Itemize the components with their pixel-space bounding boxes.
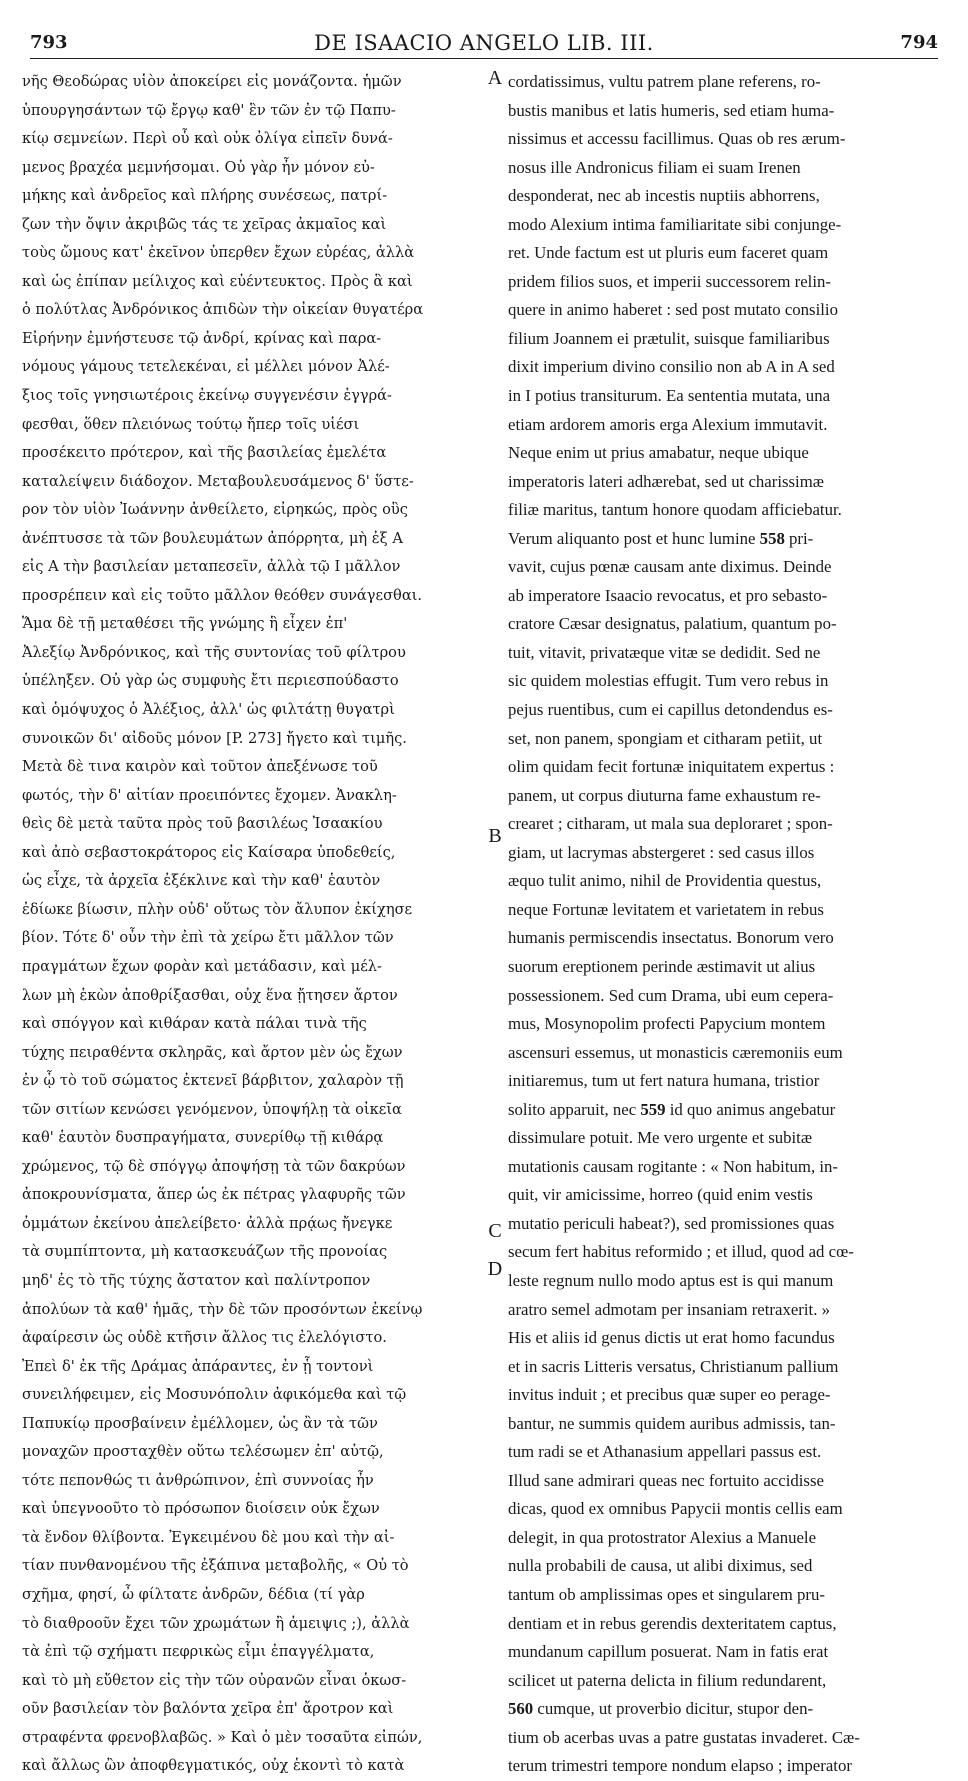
latin-text-line: scilicet ut paterna delicta in filium redundarent,: [508, 1670, 827, 1690]
greek-text-line: στραφέντα φρενοβλαβῶς. » Καὶ ὁ μὲν τοσαῦτα εἰπών,: [22, 1728, 423, 1746]
greek-text-line: ἐδίωκε βίωσιν, πλὴν οὐδ' οὕτως τὸν ἄλυπον ἐκίχησε: [22, 900, 413, 918]
greek-text-line: ὡς εἶχε, τὰ ἀρχεῖα ἐξέκλινε καὶ τὴν καθ' ἑαυτὸν: [22, 872, 381, 890]
latin-text-line: vavit, cujus pœnæ causam ante diximus. Deinde: [508, 557, 832, 577]
latin-text-line: olim quidam fecit fortunæ iniquitatem expertus :: [508, 757, 835, 777]
page-number-left: 793: [30, 32, 68, 53]
latin-column: [508, 68, 948, 1781]
greek-text-line: ἀφαίρεσιν ὡς οὐδὲ κτῆσιν ἄλλος τις ἐλελόγιστο.: [22, 1329, 387, 1347]
latin-text-line: in I potius transiturum. Ea sententia mutata, una: [508, 386, 831, 406]
greek-text-line: τοὺς ὤμους κατ' ἐκεῖνον ὑπερθεν ἔχων εὐρέας, ἀλλὰ: [22, 244, 415, 262]
greek-text-line: θεὶς δὲ μετὰ ταῦτα πρὸς τοῦ βασιλέως Ἰσαακίου: [22, 815, 383, 833]
latin-text-line: nissimus et accessu facillimus. Quas ob res ærum-: [508, 129, 846, 149]
latin-text-line: secum fert habitus reformido ; et illud, quod ad cœ-: [508, 1242, 854, 1262]
latin-text-line: giam, ut lacrymas abstergeret : sed casus illos: [508, 842, 815, 862]
greek-text-line: καὶ ὁμόψυχος ὁ Ἀλέξιος, ἀλλ' ὡς φιλτάτῃ θυγατρὶ: [22, 701, 395, 719]
greek-text-line: βίον. Τότε δ' οὖν τὴν ἐπὶ τὰ χείρω ἔτι μᾶλλον τῶν: [22, 929, 394, 947]
latin-text-line: neque Fortunæ levitatem et varietatem in rebus: [508, 899, 824, 919]
latin-text-line: mus, Mosynopolim profecti Papycium montem: [508, 1014, 826, 1034]
greek-text-line: ὑπέληξεν. Οὐ γὰρ ὡς συμφυὴς ἔτι περιεσπούδαστο: [22, 672, 399, 690]
margin-letter-c: C: [488, 1220, 502, 1242]
greek-text-line: φωτός, τὴν δ' αἰτίαν προειπόντες ἔχομεν. Ἀνακλη-: [22, 786, 397, 804]
latin-text-line: dentiam et in rebus gerendis dexteritatem captus,: [508, 1613, 837, 1633]
latin-text-line: pridem filios suos, et imperii successorem relin-: [508, 271, 831, 291]
greek-text-line: τίαν πυνθανομένου τῆς ἐξάπινα μεταβολῆς, « Οὐ τὸ: [22, 1557, 409, 1575]
greek-text-line: ἀποκρουνίσματα, ἅπερ ὡς ἐκ πέτρας γλαφυρῆς τῶν: [22, 1186, 406, 1204]
greek-text-line: τὸ διαθροοῦν ἔχει τῶν χρωμάτων ἢ ἀμειψις ;), ἀλλὰ: [22, 1614, 410, 1632]
greek-text-line: ζων τὴν ὄψιν ἀκριβῶς τάς τε χεῖρας ἀκμαῖος καὶ: [22, 215, 387, 233]
latin-text-line: tuit, vitavit, privatæque vitæ se dedidit. Sed ne: [508, 642, 821, 662]
latin-text-line: aratro semel admotam per insaniam retraxerit. »: [508, 1299, 830, 1319]
greek-text-line: μηδ' ἐς τὸ τῆς τύχης ἄστατον καὶ παλίντροπον: [22, 1271, 371, 1289]
latin-text-line: et in sacris Litteris versatus, Christianum pallium: [508, 1356, 839, 1376]
latin-text-line: panem, ut corpus diuturna fame exhaustum re-: [508, 785, 821, 805]
latin-text-line: modo Alexium intima familiaritate sibi conjunge-: [508, 214, 842, 234]
greek-text-line: τύχης πειραθέντα σκληρᾶς, καὶ ἄρτον μὲν ὡς ἔχων: [22, 1043, 403, 1061]
greek-text-line: προσρέπειν καὶ εἰς τοῦτο μᾶλλον θεόθεν συνάγεσθαι.: [22, 586, 423, 604]
greek-text-line: καταλείψειν διάδοχον. Μεταβουλευσάμενος δ' ὕστε-: [22, 472, 414, 490]
greek-text-line: καὶ σπόγγον καὶ κιθάραν κατὰ πάλαι τινὰ τῆς: [22, 1015, 367, 1033]
latin-text-line: dicas, quod ex omnibus Papycii montis cellis eam: [508, 1499, 843, 1519]
greek-text-line: ὀμμάτων ἐκείνου ἀπελείβετο· ἀλλὰ πρᾴως ἤνεγκε: [22, 1214, 393, 1232]
greek-text-line: προσέκειτο πρότερον, καὶ τῆς βασιλείας ἐμελέτα: [22, 444, 387, 462]
greek-text-line: σχῆμα, φησί, ὦ φίλτατε ἀνδρῶν, δέδια (τί γὰρ: [22, 1585, 365, 1603]
latin-text-line: desponderat, nec ab incestis nuptiis abhorrens,: [508, 186, 820, 206]
greek-text-line: καὶ τὸ μὴ εὔθετον εἰς τὴν τῶν οὐρανῶν εἶναι ὁκωσ-: [22, 1671, 407, 1689]
greek-text-line: τῶν σιτίων κενώσει γενόμενον, ὑποψήλῃ τὰ οἰκεῖα: [22, 1100, 402, 1118]
latin-text-line: quere in animo haberet : sed post mutato consilio: [508, 300, 838, 320]
greek-text-line: πραγμάτων ἔχων φορὰν καὶ μετάδασιν, καὶ μέλ-: [22, 957, 382, 975]
greek-text-line: φεσθαι, ὅθεν πλειόνως τούτῳ ἤπερ τοῖς υἱέσι: [22, 415, 360, 433]
latin-text-line: His et aliis id genus dictis ut erat homo facundus: [508, 1328, 835, 1348]
latin-text-line: Illud sane admirari queas nec fortuito accidisse: [508, 1470, 824, 1490]
latin-text-line: cordatissimus, vultu patrem plane referens, ro-: [508, 72, 821, 91]
latin-text-line: leste regnum nullo modo aptus est is qui manum: [508, 1270, 834, 1290]
greek-text-line: καὶ ὡς ἐπίπαν μείλιχος καὶ εὐέντευκτος. Πρὸς ἃ καὶ: [22, 272, 413, 290]
greek-text-line: ξιος τοῖς γνησιωτέροις ἐκείνῳ συγγενέσιν ἐγγρά-: [22, 387, 392, 405]
latin-text-line: etiam ardorem amoris erga Alexium immutavit.: [508, 414, 828, 434]
greek-text-line: Παπυκίῳ προσβαίνειν ἐμέλλομεν, ὡς ἂν τὰ τῶν: [22, 1414, 378, 1432]
latin-text-line: nosus ille Andronicus filiam ei suam Irenen: [508, 157, 801, 177]
latin-text-line: mutatio periculi habeat?), sed promissiones quas: [508, 1213, 835, 1233]
greek-text-line: συνειλήφειμεν, εἰς Μοσυνόπολιν ἀφικόμεθα καὶ τῷ: [22, 1386, 407, 1404]
greek-text-line: ἐν ᾧ τὸ τοῦ σώματος ἐκτενεῖ βάρβιτον, χαλαρὸν τῇ: [22, 1072, 404, 1090]
greek-text-line: τὰ συμπίπτοντα, μὴ κατασκευάζων τῆς προνοίας: [22, 1243, 388, 1261]
latin-text-line: filium Joannem ei prætulit, suisque familiaribus: [508, 328, 830, 348]
greek-column: [22, 68, 482, 1781]
latin-text-line: cratore Cæsar designatus, palatium, quantum po-: [508, 614, 837, 634]
latin-text-line: initiaremus, tum ut fert natura humana, tristior: [508, 1071, 820, 1091]
greek-text-line: χρώμενος, τῷ δὲ σπόγγῳ ἀποψήσῃ τὰ τῶν δακρύων: [22, 1157, 406, 1175]
running-title: DE ISAACIO ANGELO LIB. III.: [314, 31, 654, 55]
latin-text-line: terum trimestri tempore nondum elapso ; imperator: [508, 1756, 852, 1776]
latin-text-line: mundanum capillum posuerat. Nam in fatis erat: [508, 1642, 829, 1662]
greek-text-line: εἰς Α τὴν βασιλείαν μεταπεσεῖν, ἀλλὰ τῷ Ι μᾶλλον: [22, 558, 401, 576]
latin-text-line: Verum aliquanto post et hunc lumine 558 pri-: [508, 528, 814, 548]
latin-text-line: crearet ; citharam, ut mala sua deploraret ; spon-: [508, 814, 833, 834]
latin-text-line: suorum ereptionem perinde æstimavit ut alius: [508, 956, 816, 976]
greek-text-line: ὁ πολύτλας Ἀνδρόνικος ἀπιδὼν τὴν οἰκείαν θυγατέρα: [22, 301, 424, 319]
margin-letter-a: A: [487, 67, 503, 89]
latin-text-line: filiæ maritus, tantum honore quodam afficiebatur.: [508, 500, 842, 520]
greek-text-line: καὶ ἀπὸ σεβαστοκράτορος εἰς Καίσαρα ὑποδεθείς,: [22, 843, 396, 861]
latin-text-line: solito apparuit, nec 559 id quo animus angebatur: [508, 1099, 836, 1119]
greek-text-line: κίῳ σεμνείων. Περὶ οὗ καὶ οὐκ ὀλίγα εἰπεῖν δυνά-: [22, 130, 393, 148]
latin-text-line: quit, vir amicissime, horreo (quid enim vestis: [508, 1185, 813, 1205]
margin-letter-d: D: [487, 1258, 503, 1280]
greek-text-line: συνοικῶν δι' αἰδοῦς μόνον [P. 273] ἤγετο καὶ τιμῆς.: [22, 729, 407, 747]
greek-text-line: καὶ ὑπεγνοοῦτο τὸ πρόσωπον διοίσειν οὐκ ἔχων: [22, 1500, 380, 1518]
latin-text-line: tantum ob amplissimas opes et singularem pru-: [508, 1584, 825, 1604]
greek-text-line: ρον τὸν υἱὸν Ἰωάννην ἀνθείλετο, εἰρηκώς, πρὸς οὓς: [22, 501, 408, 519]
latin-text-line: invitus induit ; et precibus quæ super eo perage-: [508, 1385, 831, 1405]
greek-text-line: λων μὴ ἑκὼν ἀποθρίξασθαι, οὐχ ἕνα ᾔτησεν ἄρτον: [22, 986, 398, 1004]
latin-text-line: nulla probabili de causa, ut alibi diximus, sed: [508, 1556, 813, 1576]
greek-text-line: τὰ ἐπὶ τῷ σχήματι πεφρικὼς εἶμι ἐπαγγέλματα,: [22, 1643, 375, 1661]
running-header: [30, 30, 938, 59]
latin-text-line: possessionem. Sed cum Drama, ubi eum cepera-: [508, 985, 834, 1005]
latin-text-line: dissimulare potuit. Me vero urgente et subitæ: [508, 1128, 813, 1148]
greek-text-line: Εἰρήνην ἐμνήστευσε τῷ ἀνδρί, κρίνας καὶ παρα-: [22, 329, 382, 347]
greek-text-line: νόμους γάμους τετελεκέναι, εἰ μέλλει μόνον Ἀλέ-: [22, 358, 390, 376]
latin-text-line: æquo tulit animo, nihil de Providentia questus,: [508, 871, 822, 891]
column-number: 560: [508, 1699, 534, 1719]
latin-text-line: tium ob acerbas uvas a patre gustatas invaderet. Cæ-: [508, 1727, 860, 1747]
latin-text-line: bustis manibus et latis humeris, sed etiam huma-: [508, 100, 835, 120]
latin-text-line: mutationis causam rogitante : « Non habitum, in-: [508, 1156, 838, 1176]
greek-text-line: μήκης καὶ ἀνδρεῖος καὶ πλήρης συνέσεως, πατρί-: [22, 187, 388, 205]
greek-text-line: Ἀλεξίῳ Ἀνδρόνικος, καὶ τῆς συντονίας τοῦ φίλτρου: [22, 643, 406, 661]
latin-text-line: set, non panem, spongiam et citharam petiit, ut: [508, 728, 823, 748]
margin-letter-b: B: [488, 825, 502, 847]
latin-text-line: ab imperatore Isaacio revocatus, et pro sebasto-: [508, 585, 828, 605]
latin-text-line: sic quidem molestias effugit. Tum vero rebus in: [508, 671, 829, 691]
latin-text-line: delegit, in qua protostrator Alexius a Manuele: [508, 1527, 817, 1547]
latin-text-line: ascensuri essemus, ut monasticis cæremoniis eum: [508, 1042, 843, 1062]
greek-text-line: ἀπολύων τὰ καθ' ἡμᾶς, τὴν δὲ τῶν προσόντων ἐκείνῳ: [22, 1300, 423, 1318]
latin-text-line: 560 cumque, ut proverbio dicitur, stupor den-: [508, 1699, 814, 1719]
latin-text-line: Neque enim ut prius amabatur, neque ubique: [508, 443, 809, 463]
column-number: 558: [759, 528, 785, 548]
greek-text-line: ἀνέπτυσσε τὰ τῶν βουλευμάτων ἀπόρρητα, μὴ ἐξ Α: [22, 529, 403, 547]
latin-text-line: dixit imperium divino consilio non ab A in A sed: [508, 357, 835, 377]
greek-text-line: τότε πεπονθώς τι ἀνθρώπινον, ἐπὶ συννοίας ἦν: [22, 1471, 374, 1489]
greek-text-line: μενος βραχέα μεμνήσομαι. Οὐ γὰρ ἦν μόνον εὐ-: [22, 158, 375, 176]
greek-text-line: νῆς Θεοδώρας υἱὸν ἀποκείρει εἰς μονάζοντα. ἡμῶν: [22, 73, 402, 90]
greek-text-line: Μετὰ δὲ τινα καιρὸν καὶ τοῦτον ἀπεξένωσε τοῦ: [22, 758, 378, 776]
latin-text-line: humanis permiscendis insectatus. Bonorum vero: [508, 928, 834, 948]
greek-text-line: Ἅμα δὲ τῇ μεταθέσει τῆς γνώμης ἣ εἶχεν ἐπ': [22, 615, 348, 633]
greek-text-line: τὰ ἔνδον θλίβοντα. Ἐγκειμένου δὲ μου καὶ τὴν αἰ-: [22, 1528, 395, 1546]
column-number: 559: [640, 1099, 666, 1119]
greek-text-line: Ἐπεὶ δ' ἐκ τῆς Δράμας ἀπάραντες, ἐν ᾗ τοντονὶ: [22, 1357, 374, 1375]
latin-text-line: ret. Unde factum est ut pluris eum faceret quam: [508, 243, 829, 263]
greek-text-line: ὑπουργησάντων τῷ ἔργῳ καθ' ἓν τῶν ἐν τῷ Παπυ-: [22, 101, 396, 119]
latin-text-line: pejus ruentibus, cum ei capillus detondendus es-: [508, 700, 833, 720]
latin-text-line: bantur, ne summis quidem auribus admissis, tan-: [508, 1413, 836, 1433]
greek-text-line: καὶ ἄλλως ὢν ἀποφθεγματικός, οὐχ ἑκοντὶ τὸ κατὰ: [22, 1757, 405, 1775]
latin-text-line: imperatoris lateri adhærebat, sed ut charissimæ: [508, 471, 824, 491]
greek-text-line: οῦν βασιλείαν τὸν βαλόντα χεῖρα ἐπ' ἄροτρον καὶ: [22, 1700, 394, 1718]
latin-text-line: tum radi se et Athanasium appellari passus est.: [508, 1442, 822, 1462]
greek-text-line: μοναχῶν προσταχθὲν οὕτω τελέσωμεν ἐπ' αὐτῷ,: [22, 1443, 384, 1461]
greek-text-line: καθ' ἑαυτὸν δυσπραγήματα, συνερίθῳ τῇ κιθάρᾳ: [22, 1129, 384, 1147]
page-number-right: 794: [900, 32, 938, 53]
